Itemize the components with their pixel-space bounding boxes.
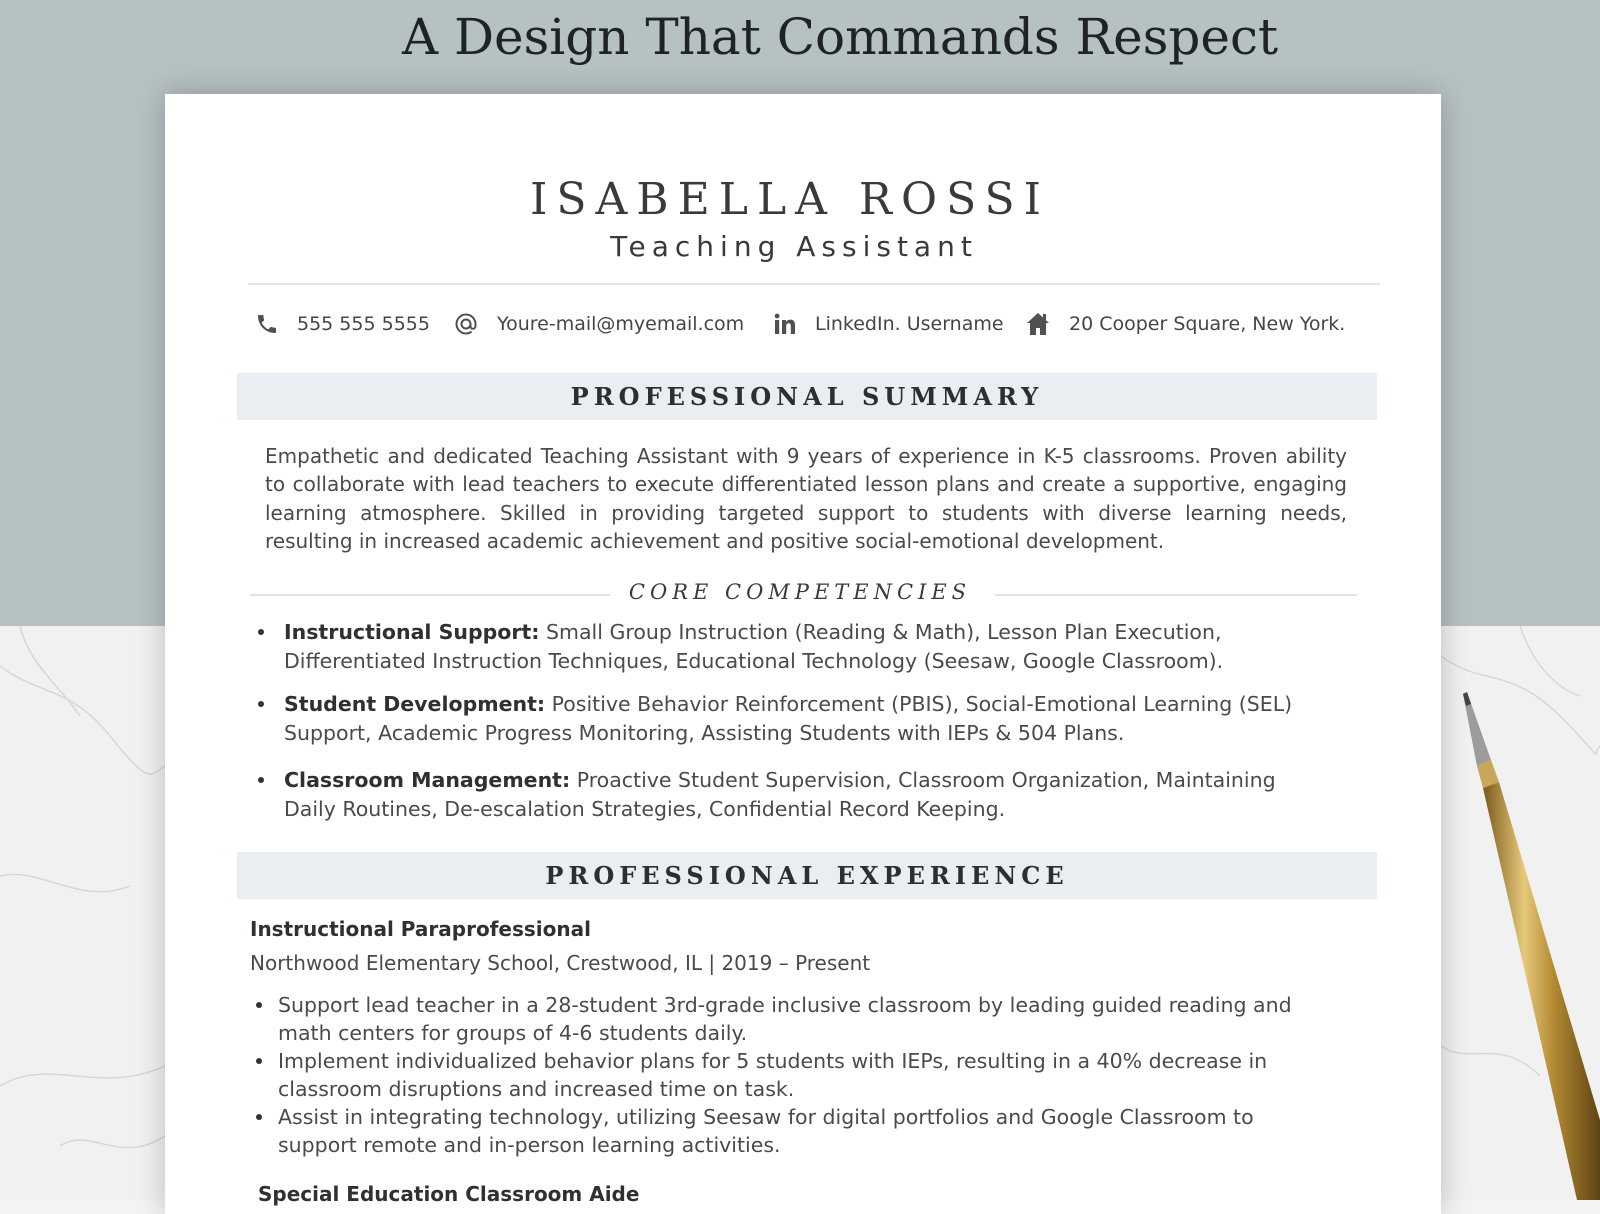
phone-text: 555 555 5555: [297, 313, 430, 335]
phone-icon: [255, 312, 279, 336]
job-title: Instructional Paraprofessional: [250, 917, 591, 941]
competency-lead: Instructional Support:: [284, 620, 540, 644]
divider: [248, 283, 1380, 285]
competency-text: Positive Behavior Reinforcement (PBIS), Social-Emotional Learning (SEL) Support, Academic Progress Monitoring, Assisting Students with IEPs & 504 Plans.: [284, 692, 1293, 745]
list-item: [253, 618, 1333, 675]
competency-text: Proactive Student Supervision, Classroom Organization, Maintaining Daily Routines, De-escalation Strategies, Confidential Record Keeping.: [284, 768, 1276, 821]
list-item: [253, 690, 1333, 747]
pen-image: [1455, 690, 1600, 1200]
banner-title: A Design That Commands Respect: [401, 8, 1279, 66]
list-item: Implement individualized behavior plans for 5 students with IEPs, resulting in a 40% decrease in classroom disruptions and increased time on task.: [253, 1047, 1333, 1103]
contact-linkedin: [773, 306, 1004, 342]
competency-lead: Student Development:: [284, 692, 546, 716]
summary-text: Empathetic and dedicated Teaching Assistant with 9 years of experience in K-5 classrooms. Proven ability to collaborate with lead teachers to execute differentiated lesson plans and create a supportive, engaging learning atmosphere. Skilled in providing targeted support to students with diverse learning needs, resulting in increased academic achievement and positive social-emotional development.: [265, 444, 1347, 553]
linkedin-text: LinkedIn. Username: [815, 313, 1004, 335]
job-bullets: [253, 991, 1333, 1159]
section-header-summary: PROFESSIONAL SUMMARY: [237, 373, 1377, 420]
at-icon: [453, 311, 479, 337]
address-text: 20 Cooper Square, New York.: [1069, 313, 1346, 335]
job-title: Special Education Classroom Aide: [258, 1182, 640, 1206]
contact-row: [255, 306, 1375, 342]
section-header-competencies: CORE COMPETENCIES: [628, 580, 972, 604]
section-header-experience: PROFESSIONAL EXPERIENCE: [237, 852, 1377, 899]
resume-role: Teaching Assistant: [610, 230, 978, 263]
home-icon: [1025, 311, 1051, 337]
list-item: Support lead teacher in a 28-student 3rd-grade inclusive classroom by leading guided reading and math centers for groups of 4-6 students daily.: [253, 991, 1333, 1047]
resume-name: ISABELLA ROSSI: [529, 174, 1051, 225]
contact-email: [453, 306, 744, 342]
contact-phone: [255, 306, 430, 342]
contact-address: [1025, 306, 1345, 342]
linkedin-icon: [773, 312, 797, 336]
competency-text: Small Group Instruction (Reading & Math), Lesson Plan Execution, Differentiated Instruction Techniques, Educational Technology (Seesaw, Google Classroom).: [284, 620, 1224, 673]
list-item: [253, 766, 1333, 823]
list-item: Assist in integrating technology, utilizing Seesaw for digital portfolios and Google Classroom to support remote and in-person learning activities.: [253, 1103, 1333, 1159]
resume-page: [165, 94, 1441, 1214]
competency-lead: Classroom Management:: [284, 768, 571, 792]
job-subtitle: Northwood Elementary School, Crestwood, IL | 2019 – Present: [250, 951, 871, 975]
competency-list: [253, 618, 1333, 823]
email-text: Youre-mail@myemail.com: [497, 313, 745, 335]
